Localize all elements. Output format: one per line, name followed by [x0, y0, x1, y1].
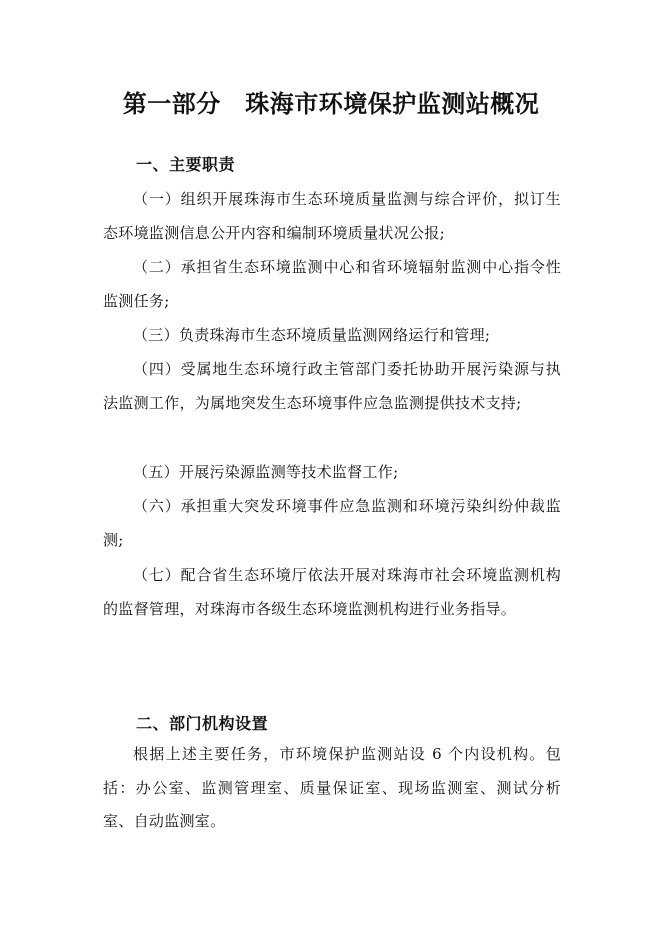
- duty-item-7: （七）配合省生态环境厅依法开展对珠海市社会环境监测机构的监督管理，对珠海市各级生态环境监测机构进行业务指导。: [103, 566, 561, 618]
- section-heading-structure: 二、部门机构设置: [136, 714, 269, 733]
- duty-item-5: （五）开展污染源监测等技术监督工作;: [133, 463, 399, 481]
- section-heading-duties: 一、主要职责: [136, 155, 236, 174]
- duty-item-6: （六）承担重大突发环境事件应急监测和环境污染纠纷仲裁监测;: [103, 497, 561, 549]
- duty-item-2: （二）承担省生态环境监测中心和省环境辐射监测中心指令性监测任务;: [103, 258, 561, 310]
- duty-item-1: （一）组织开展珠海市生态环境质量监测与综合评价，拟订生态环境监测信息公开内容和编制环境质量状况公报;: [103, 190, 561, 242]
- duty-item-4: （四）受属地生态环境行政主管部门委托协助开展污染源与执法监测工作，为属地突发生态环境事件应急监测提供技术支持;: [103, 360, 561, 412]
- page-title: 第一部分 珠海市环境保护监测站概况: [122, 90, 540, 118]
- structure-paragraph: 根据上述主要任务，市环境保护监测站设 6 个内设机构。包括：办公室、监测管理室、质量保证室、现场监测室、测试分析室、自动监测室。: [103, 745, 561, 831]
- duty-item-3: （三）负责珠海市生态环境质量监测网络运行和管理;: [133, 326, 491, 344]
